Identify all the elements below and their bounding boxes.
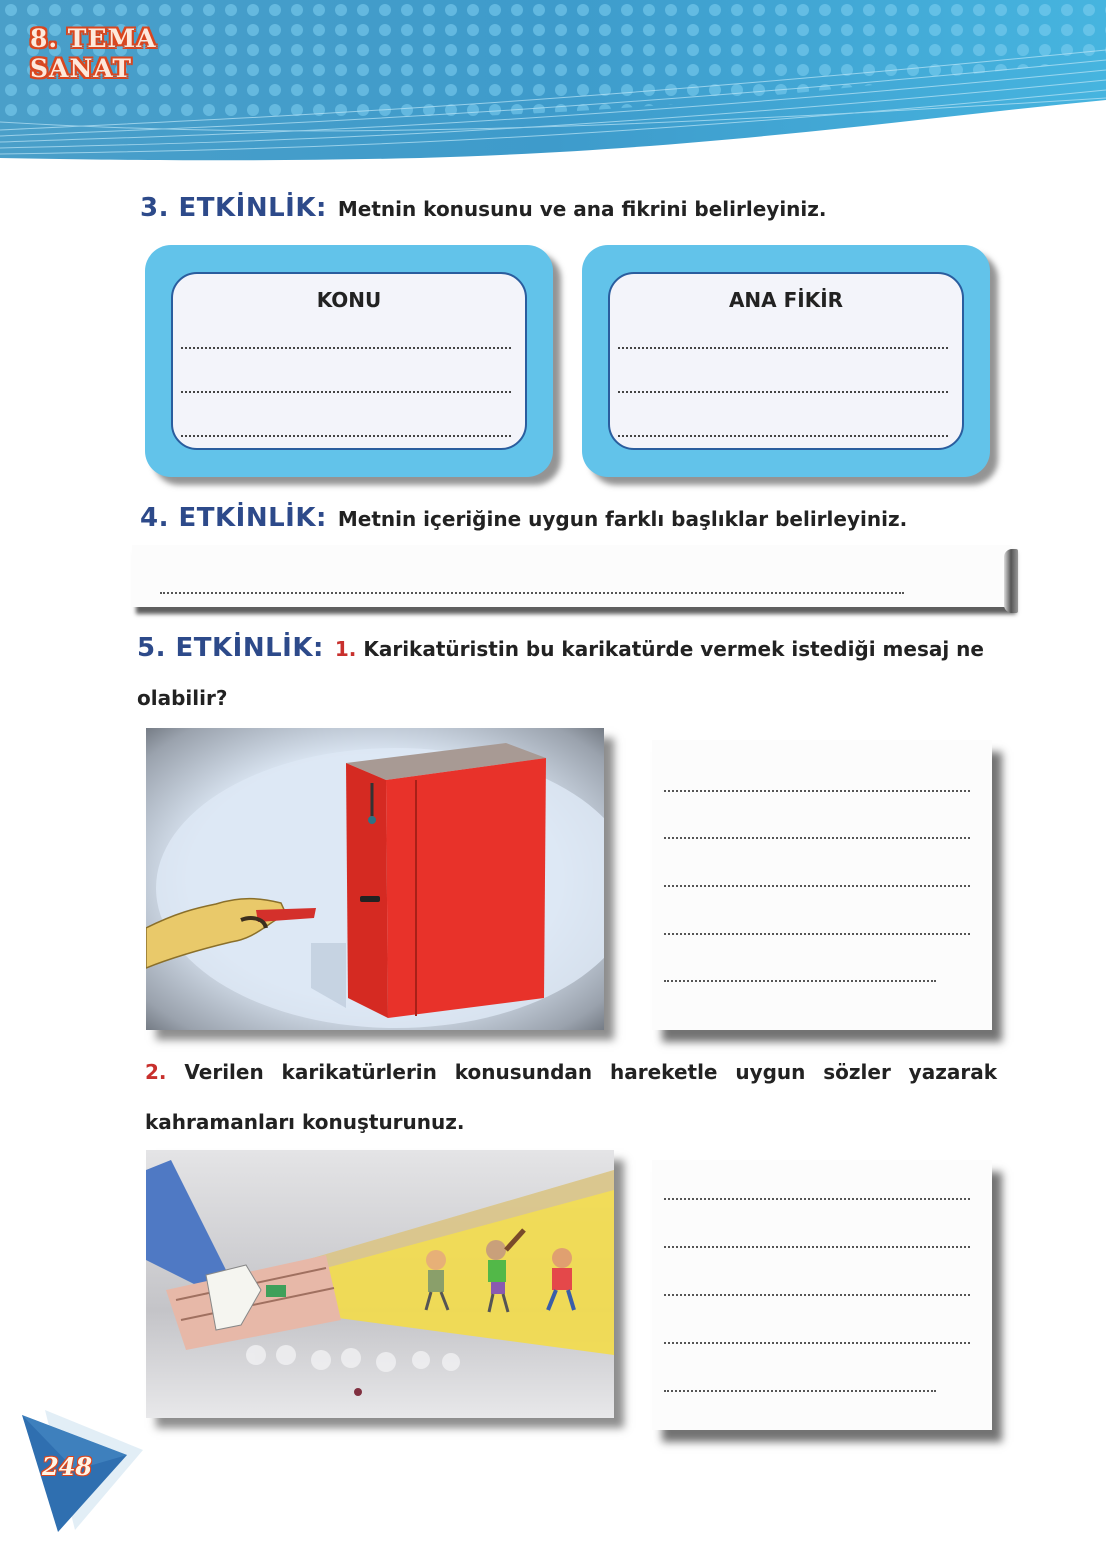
ana-fikir-answer-line-3[interactable] bbox=[618, 435, 948, 437]
activity-3-number: 3. ETKİNLİK: bbox=[140, 193, 327, 223]
activity-4-heading bbox=[140, 503, 907, 533]
question-1-text: Karikatüristin bu karikatürde vermek istediği mesaj ne bbox=[363, 637, 984, 661]
page-number: 248 bbox=[42, 1452, 93, 1481]
book-and-pencil-illustration bbox=[146, 728, 604, 1030]
cartoon-image-1 bbox=[146, 728, 604, 1030]
konu-answer-line-2[interactable] bbox=[181, 391, 511, 393]
theme-number: 8. TEMA bbox=[30, 24, 157, 53]
answer-2-line-1[interactable] bbox=[664, 1198, 970, 1200]
activity-4-number: 4. ETKİNLİK: bbox=[140, 503, 327, 533]
answer-1-line-3[interactable] bbox=[664, 885, 970, 887]
answer-1-line-4[interactable] bbox=[664, 933, 970, 935]
activity-5-heading bbox=[137, 633, 984, 663]
konu-card bbox=[145, 245, 553, 477]
answer-2-line-2[interactable] bbox=[664, 1246, 970, 1248]
konu-card-inner bbox=[171, 272, 527, 450]
theme-name: SANAT bbox=[30, 54, 132, 83]
konu-answer-line-3[interactable] bbox=[181, 435, 511, 437]
answer-1-line-2[interactable] bbox=[664, 837, 970, 839]
cartoon-image-2 bbox=[146, 1150, 614, 1418]
answer-1-line-5[interactable] bbox=[664, 980, 936, 982]
ana-fikir-answer-line-1[interactable] bbox=[618, 347, 948, 349]
answer-2-line-3[interactable] bbox=[664, 1294, 970, 1296]
titles-answer-line[interactable] bbox=[160, 592, 904, 594]
konu-answer-line-1[interactable] bbox=[181, 347, 511, 349]
titles-answer-strip bbox=[132, 545, 1012, 607]
answer-card-2 bbox=[652, 1160, 992, 1430]
question-2-number: 2. bbox=[145, 1060, 167, 1084]
activity-5-number: 5. ETKİNLİK: bbox=[137, 633, 324, 663]
decorative-wave-banner bbox=[0, 0, 1106, 175]
question-2-text-continued: kahramanları konuşturunuz. bbox=[145, 1110, 465, 1134]
answer-2-line-5[interactable] bbox=[664, 1390, 936, 1392]
answer-1-line-1[interactable] bbox=[664, 790, 970, 792]
konu-card-title: KONU bbox=[316, 288, 382, 312]
header-band bbox=[0, 0, 1106, 175]
question-1-number: 1. bbox=[334, 637, 357, 661]
answer-2-line-4[interactable] bbox=[664, 1342, 970, 1344]
paper-curl-decoration bbox=[1004, 549, 1018, 613]
newspaper-flashlight-illustration bbox=[146, 1150, 614, 1418]
theme-label bbox=[30, 24, 157, 84]
answer-card-1 bbox=[652, 740, 992, 1030]
ana-fikir-card bbox=[582, 245, 990, 477]
question-2 bbox=[145, 1060, 997, 1084]
ana-fikir-card-title: ANA FİKİR bbox=[728, 288, 844, 312]
question-2-text: Verilen karikatürlerin konusundan hareketle uygun sözler yazarak bbox=[184, 1060, 997, 1084]
ana-fikir-card-inner bbox=[608, 272, 964, 450]
activity-4-instruction: Metnin içeriğine uygun farklı başlıklar belirleyiniz. bbox=[337, 507, 908, 531]
ana-fikir-answer-line-2[interactable] bbox=[618, 391, 948, 393]
activity-3-instruction: Metnin konusunu ve ana fikrini belirleyiniz. bbox=[337, 197, 827, 221]
activity-3-heading bbox=[140, 193, 827, 223]
question-1-text-continued: olabilir? bbox=[137, 686, 228, 710]
